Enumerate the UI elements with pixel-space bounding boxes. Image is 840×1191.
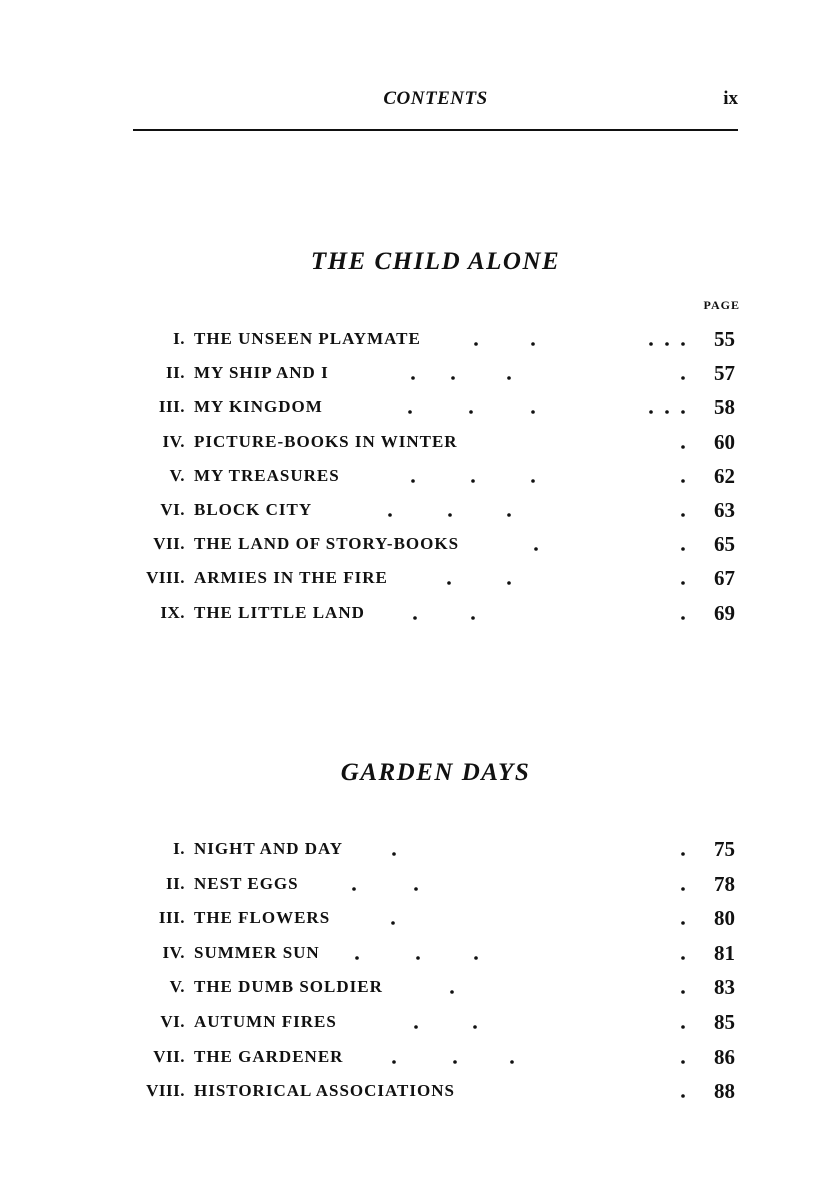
poem-title: NIGHT AND DAY: [194, 839, 344, 858]
poem-title: BLOCK CITY: [194, 500, 313, 519]
page-number: 88: [714, 1079, 735, 1103]
poem-title: NEST EGGS: [194, 874, 299, 893]
leader-dot: [474, 956, 478, 960]
leader-dot: [392, 1060, 396, 1064]
leader-dot: [534, 547, 538, 551]
leader-dot: [531, 479, 535, 483]
page-number: 83: [714, 975, 735, 999]
section-title-child-alone: THE CHILD ALONE: [310, 248, 561, 275]
leader-dot: [681, 376, 685, 380]
poem-title: THE UNSEEN PLAYMATE: [194, 329, 421, 348]
page-number: 85: [714, 1010, 735, 1034]
toc-entry: [0, 390, 840, 424]
leader-dot: [681, 445, 685, 449]
leader-dot: [681, 479, 685, 483]
running-head: [133, 88, 738, 116]
leader-dot: [411, 479, 415, 483]
leader-dot: [681, 990, 685, 994]
leader-dot: [681, 513, 685, 517]
chapter-numeral: IV.: [162, 432, 185, 451]
toc-entry: [0, 425, 840, 459]
poem-title: THE GARDENER: [194, 1047, 344, 1066]
leader-dot: [681, 616, 685, 620]
chapter-numeral: V.: [169, 977, 185, 996]
toc-entry: [0, 1005, 840, 1039]
toc-entry: [0, 970, 840, 1004]
toc-entry: [0, 493, 840, 527]
leader-dot: [411, 376, 415, 380]
leader-dot: [649, 342, 653, 346]
chapter-numeral: VIII.: [146, 568, 185, 587]
leader-dot: [416, 956, 420, 960]
chapter-numeral: I.: [173, 329, 185, 348]
running-title: CONTENTS: [383, 88, 488, 109]
poem-title: THE FLOWERS: [194, 908, 331, 927]
leader-dot: [681, 852, 685, 856]
toc-entry: [0, 322, 840, 356]
leader-dot: [392, 852, 396, 856]
leader-dot: [391, 921, 395, 925]
leader-dot: [474, 342, 478, 346]
leader-dot: [665, 342, 669, 346]
leader-dot: [681, 410, 685, 414]
page-number: 78: [714, 872, 735, 896]
page-number: 65: [714, 532, 735, 556]
header-rule: [133, 129, 738, 131]
leader-dot: [681, 921, 685, 925]
leader-dot: [531, 410, 535, 414]
toc-entry: [0, 356, 840, 390]
chapter-numeral: VI.: [160, 500, 185, 519]
page-folio: ix: [723, 88, 738, 109]
leader-dot: [531, 342, 535, 346]
chapter-numeral: III.: [158, 397, 185, 416]
poem-title: HISTORICAL ASSOCIATIONS: [194, 1081, 455, 1100]
page-number: 69: [714, 601, 735, 625]
page-number: 60: [714, 430, 735, 454]
poem-title: ARMIES IN THE FIRE: [194, 568, 388, 587]
leader-dot: [681, 547, 685, 551]
toc-entry: [0, 901, 840, 935]
page-number: 75: [714, 837, 735, 861]
toc-entry: [0, 459, 840, 493]
leader-dot: [408, 410, 412, 414]
leader-dot: [681, 1025, 685, 1029]
poem-title: SUMMER SUN: [194, 943, 320, 962]
chapter-numeral: VIII.: [146, 1081, 185, 1100]
leader-dot: [413, 616, 417, 620]
poem-title: PICTURE-BOOKS IN WINTER: [194, 432, 458, 451]
page-number: 63: [714, 498, 735, 522]
leader-dot: [450, 990, 454, 994]
leader-dot: [681, 1094, 685, 1098]
leader-dot: [414, 887, 418, 891]
leader-dot: [681, 887, 685, 891]
poem-title: THE DUMB SOLDIER: [194, 977, 383, 996]
leader-dot: [352, 887, 356, 891]
page-column-heading: PAGE: [703, 298, 740, 312]
toc-entry: [0, 1074, 840, 1108]
leader-dot: [447, 581, 451, 585]
section-title-garden-days: GARDEN DAYS: [340, 759, 531, 786]
leader-dot: [453, 1060, 457, 1064]
chapter-numeral: V.: [169, 466, 185, 485]
leader-dot: [510, 1060, 514, 1064]
chapter-numeral: VII.: [153, 534, 185, 553]
chapter-numeral: II.: [166, 874, 185, 893]
chapter-numeral: I.: [173, 839, 185, 858]
leader-dot: [649, 410, 653, 414]
page-number: 67: [714, 566, 735, 590]
page-number: 55: [714, 327, 735, 351]
toc-entry: [0, 936, 840, 970]
poem-title: AUTUMN FIRES: [194, 1012, 337, 1031]
poem-title: THE LAND OF STORY-BOOKS: [194, 534, 460, 553]
chapter-numeral: II.: [166, 363, 185, 382]
chapter-numeral: VII.: [153, 1047, 185, 1066]
page-number: 81: [714, 941, 735, 965]
leader-dot: [507, 376, 511, 380]
toc-entry: [0, 1040, 840, 1074]
toc-entry: [0, 527, 840, 561]
leader-dot: [681, 1060, 685, 1064]
leader-dot: [681, 581, 685, 585]
leader-dot: [355, 956, 359, 960]
page-number: 80: [714, 906, 735, 930]
leader-dot: [507, 513, 511, 517]
poem-title: MY SHIP AND I: [194, 363, 329, 382]
poem-title: MY KINGDOM: [194, 397, 323, 416]
leader-dot: [473, 1025, 477, 1029]
leader-dot: [469, 410, 473, 414]
leader-dot: [448, 513, 452, 517]
toc-entry: [0, 832, 840, 866]
toc-entry: [0, 561, 840, 595]
leader-dot: [414, 1025, 418, 1029]
page-number: 62: [714, 464, 735, 488]
leader-dot: [471, 479, 475, 483]
chapter-numeral: IV.: [162, 943, 185, 962]
chapter-numeral: III.: [158, 908, 185, 927]
poem-title: THE LITTLE LAND: [194, 603, 365, 622]
chapter-numeral: VI.: [160, 1012, 185, 1031]
page-number: 86: [714, 1045, 735, 1069]
toc-entry: [0, 596, 840, 630]
page-number: 57: [714, 361, 735, 385]
page-number: 58: [714, 395, 735, 419]
chapter-numeral: IX.: [160, 603, 185, 622]
leader-dot: [388, 513, 392, 517]
leader-dot: [665, 410, 669, 414]
leader-dot: [507, 581, 511, 585]
leader-dot: [681, 956, 685, 960]
toc-entry: [0, 867, 840, 901]
leader-dot: [471, 616, 475, 620]
leader-dot: [681, 342, 685, 346]
leader-dot: [451, 376, 455, 380]
poem-title: MY TREASURES: [194, 466, 340, 485]
